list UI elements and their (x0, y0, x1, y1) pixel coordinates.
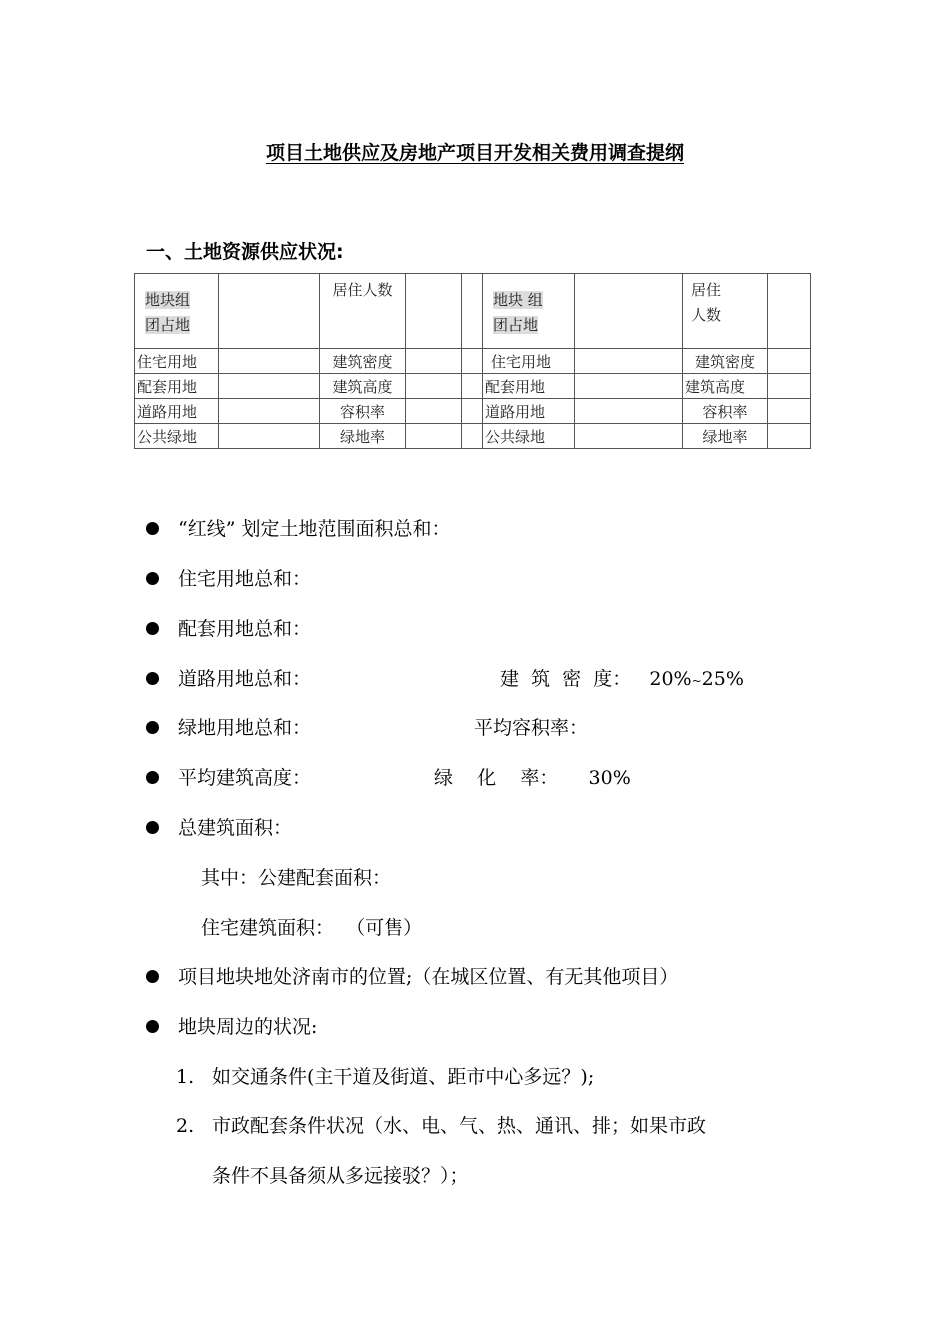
bullet-dot-icon (146, 771, 159, 784)
table-cell (462, 349, 483, 374)
table-cell (768, 374, 811, 399)
sub-item: 其中：公建配套面积： (201, 867, 392, 889)
table-cell (768, 349, 811, 374)
building-density-max: 25% (701, 668, 744, 690)
table-cell (135, 274, 219, 349)
table-cell (768, 399, 811, 424)
table-cell: 绿地率 (683, 424, 768, 449)
table-header-row (135, 274, 811, 349)
list-item: 平均建筑高度： (178, 767, 312, 789)
table-cell: 住宅用地 (483, 349, 575, 374)
table-row (135, 424, 811, 449)
table-cell: 容积率 (683, 399, 768, 424)
table-row (135, 349, 811, 374)
table-cell (320, 274, 406, 349)
table-cell: 道路用地 (135, 399, 219, 424)
table-cell (575, 274, 683, 349)
table-cell: 建筑高度 (320, 374, 406, 399)
table-cell (406, 274, 462, 349)
land-supply-table (134, 273, 811, 449)
table-cell (575, 399, 683, 424)
bullet-dot-icon (146, 721, 159, 734)
header-label: 团占地 (493, 316, 539, 334)
table-cell: 绿地率 (320, 424, 406, 449)
bullet-dot-icon (146, 821, 159, 834)
table-cell (575, 349, 683, 374)
table-cell: 公共绿地 (483, 424, 575, 449)
list-item: 总建筑面积： (178, 817, 293, 839)
list-item: “红线” 划定土地范围面积总和： (178, 518, 451, 540)
table-cell (483, 274, 575, 349)
bullet-dot-icon (146, 522, 159, 535)
building-density-label (500, 667, 744, 693)
table-cell: 建筑密度 (320, 349, 406, 374)
table-cell (219, 374, 320, 399)
header-label: 团占地 (145, 316, 191, 334)
table-cell (219, 424, 320, 449)
table-cell (219, 349, 320, 374)
list-item: 道路用地总和： (178, 668, 312, 690)
list-item: 地块周边的状况: (178, 1016, 318, 1038)
sub-item: 住宅建筑面积： （可售） (201, 917, 423, 939)
list-item: 市政配套条件状况（水、电、气、热、通讯、排；如果市政 (212, 1115, 707, 1137)
document-title: 项目土地供应及房地产项目开发相关费用调查提纲 (265, 142, 684, 164)
table-row (135, 374, 811, 399)
table-cell: 容积率 (320, 399, 406, 424)
table-cell: 配套用地 (135, 374, 219, 399)
average-plot-ratio-label: 平均容积率： (474, 717, 589, 739)
bullet-dot-icon (146, 572, 159, 585)
table-cell: 配套用地 (483, 374, 575, 399)
table-cell (406, 399, 462, 424)
table-cell: 住宅用地 (135, 349, 219, 374)
table-cell: 道路用地 (483, 399, 575, 424)
table-cell (683, 274, 768, 349)
table-cell (462, 374, 483, 399)
table-cell (575, 374, 683, 399)
table-cell: 公共绿地 (135, 424, 219, 449)
table-cell (768, 274, 811, 349)
header-label: 地块组 (145, 291, 191, 309)
header-label: 人数 (691, 306, 722, 324)
bullet-dot-icon (146, 672, 159, 685)
list-item-continuation: 条件不具备须从多远接驳？）； (212, 1165, 469, 1187)
table-cell (406, 349, 462, 374)
list-item: 如交通条件(主干道及街道、距市中心多远？); (212, 1066, 595, 1088)
list-item: 项目地块地处济南市的位置;（在城区位置、有无其他项目） (178, 966, 679, 988)
table-cell (462, 424, 483, 449)
table-cell (219, 274, 320, 349)
range-tilde: ~ (691, 674, 702, 688)
header-label: 居住 (691, 281, 722, 299)
list-item: 绿地用地总和： (178, 717, 312, 739)
list-number: 2. (176, 1115, 195, 1137)
table-cell (575, 424, 683, 449)
bullet-dot-icon (146, 1020, 159, 1033)
greening-rate-label: 绿 化 率： 30% (434, 767, 631, 789)
header-label: 居住人数 (332, 281, 393, 299)
list-item: 配套用地总和： (178, 618, 312, 640)
list-item: 住宅用地总和： (178, 568, 312, 590)
section-heading: 一、土地资源供应状况: (146, 241, 344, 263)
table-row (135, 399, 811, 424)
table-cell: 建筑密度 (683, 349, 768, 374)
bullet-dot-icon (146, 970, 159, 983)
table-cell (406, 374, 462, 399)
table-cell (219, 399, 320, 424)
table-cell (768, 424, 811, 449)
header-label: 地块 组 (493, 291, 543, 309)
list-number: 1. (176, 1066, 195, 1088)
building-density-value: 建 筑 密 度： 20% (500, 668, 692, 690)
table-cell: 建筑高度 (683, 374, 768, 399)
table-cell (406, 424, 462, 449)
table-cell (462, 399, 483, 424)
table-cell (462, 274, 483, 349)
bullet-dot-icon (146, 622, 159, 635)
